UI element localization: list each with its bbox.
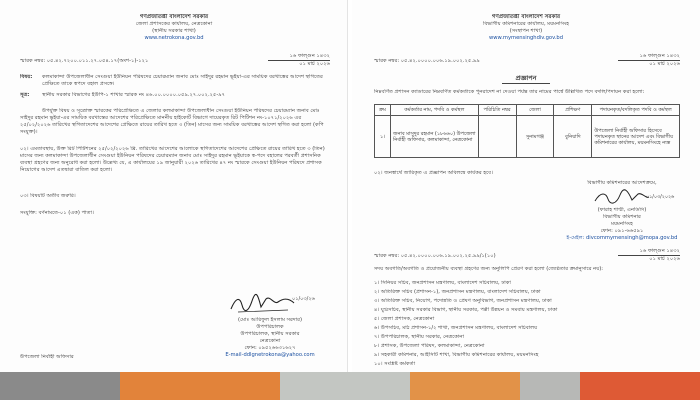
left-header-line-2: জেলা প্রশাসকের কার্যালয়, নেত্রকোনা	[135, 21, 213, 27]
left-signatory-office: উপপরিচালক, স্থানীয় সরকার	[240, 331, 300, 337]
right-memo-number-2: স্মারক নম্বর: ০৫.৪২.০০০০.০০৬.১৯.০০২.২৫.৯৯/১(১০)	[374, 253, 496, 259]
left-signature-icon	[228, 293, 298, 315]
table-header-cell: জেলা	[516, 105, 554, 116]
left-reference: স্থানীয় সরকার বিভাগের ইউপি-১ শাখার স্মারক নং ৪৬.০০.০০০০.০৫৯.২৭.০০২.২৫-৯৭	[42, 92, 225, 98]
copy-list-item: ১। সিনিয়র সচিব, জনপ্রশাসন মন্ত্রণালয়, বাংলাদেশ সচিবালয়, ঢাকা	[374, 280, 511, 286]
right-signatory-name: (ফারাহ শাম্মী, এনডিসি)	[597, 207, 647, 213]
right-note: ০২। জনস্বার্থে জারিকৃত এ প্রজ্ঞাপন অবিলম্বে কার্যকর হবে।	[374, 170, 493, 176]
table-header-cell: ক্রম	[375, 105, 391, 116]
copy-list-item: ৯। সহকারী কমিশনার, আইসিটি শাখা, বিভাগীয় কমিশনারের কার্যালয়, ময়মনসিংহ	[374, 352, 539, 358]
left-memo-number: স্মারক নম্বর: ০৫.৪২.৭২০০.০১১.২৭.০৫৪.১৭(অংশ-১)-১২১	[20, 58, 149, 64]
left-paragraph-1: উপর্যুক্ত বিষয় ও সূত্রোক্ত স্মারকের পরিপ্রেক্ষিতে এ জেলার কলমাকান্দা উপজেলাধীন সেংগুয়া ইউনিয়ন পরিষদের চেয়ারম্যান জনাব মোঃ সাইদুর রহমান ভূইয়া-এর সাময়িক বরখাস্তের আদেশের পরিপ্রেক্ষিতে মাননীয় হাইকোর্ট বিভাগে দায়েরকৃত রিট পিটিশন নং-১০৭১/২০২৬ এর ২৫/০২/২০২৬ তারিখের স্থগিতাদেশের আদেশের প্রেক্ষিতে রায়ের তারিখ হতে ৩ (তিন) মাসের জন্য সাময়িক বরখাস্তের আদেশ স্থগিত করা হলো (কপি সংযুক্ত)।	[20, 108, 324, 135]
left-signatory-name: (মোঃ আরিফুল ইসলাম সরদার)	[237, 317, 303, 323]
table-cell: জনাব মাসুদুর রহমান (১৮৬৬০) উপজেলা নির্বাহী অফিসার, কলমাকান্দা, নেত্রকোনা	[390, 116, 478, 158]
copy-list-item: ৮। প্রশাসক, উপজেলা পরিষদ, কলমাকান্দা, নেত্রকোনা	[374, 343, 485, 349]
table-cell: ১।	[375, 116, 391, 158]
right-signature-icon	[592, 189, 652, 207]
table-cell: বুনিয়াদি	[554, 116, 592, 158]
right-header-line-1: গণপ্রজাতন্ত্রী বাংলাদেশ সরকার	[491, 14, 561, 20]
left-signatory-phone: ফোন: ০৯৫২৬৬৩১৬২৭	[244, 345, 296, 351]
left-header-line-1: গণপ্রজাতন্ত্রী বাংলাদেশ সরকার	[139, 14, 209, 20]
table-cell: সুনামগঞ্জ	[516, 116, 554, 158]
right-title-underline	[502, 83, 550, 84]
right-signature-date: ০১/০৩/২০২৬	[646, 195, 675, 200]
left-subject: কলমাকান্দা উপজেলাধীন সেংগুয়া ইউনিয়ন পরিষদের চেয়ারম্যান জনাব মোঃ সাইদুর রহমান ভূইয়া-এর সাময়িক বরখাস্তের আদেশ স্থগিতের প্রেক্ষিতে তাকে স্বপদে বহাল প্রসঙ্গে।	[42, 74, 323, 87]
right-signatory-designation: বিভাগীয় কমিশনার	[603, 214, 641, 220]
left-date-bangla: ১৬ ফাল্গুন ১৪৩২	[289, 53, 330, 59]
right-date2-bangla: ১৬ ফাল্গুন ১৪৩২	[639, 248, 680, 254]
right-authority-line: বিভাগীয় কমিশনারের আদেশক্রমে,	[587, 180, 657, 186]
left-signatory-district: নেত্রকোনা	[259, 338, 281, 344]
left-signature-date: ০১/০৩/২৬	[292, 296, 315, 302]
footer-segment	[410, 372, 520, 400]
table-cell: উপজেলা নির্বাহী অফিসার হিসেবে পদায়নকৃত স্থানের আদেশ এবং বিভাগীয় কমিশনারের কার্যালয়, ময়মনসিংহে ন্যস্ত	[592, 116, 680, 158]
right-title: প্রজ্ঞাপন	[515, 74, 537, 82]
left-subject-label: বিষয়:	[20, 74, 33, 80]
left-signatory-email: E-mail-ddlgnetrokona@yahoo.com	[225, 352, 315, 358]
table-header-row	[375, 105, 680, 116]
notification-document-right	[352, 0, 700, 372]
table-cell	[478, 116, 516, 158]
copy-list-item: ৩। অতিরিক্ত সচিব, নিয়োগ, পদোন্নতি ও প্রেষণ অনুবিভাগ, জনপ্রশাসন মন্ত্রণালয়, ঢাকা	[374, 298, 552, 304]
right-signatory-phone: ফোন: ০৯১-৬৬৫৯১	[600, 228, 644, 234]
left-paragraph-3: ০৩। বিষয়টি অতীব জরুরি।	[20, 193, 76, 199]
table-row	[375, 116, 680, 158]
table-header-cell: প্রশিক্ষণ	[554, 105, 592, 116]
left-enclosure: সংযুক্তি: বর্ণনামতে-০১ (এক) পাতা।	[20, 210, 94, 216]
right-header-line-3: (সংস্থাপন শাখা)	[509, 28, 543, 34]
right-memo-number: স্মারক নম্বর: ০৫.৪২.০০০০.০০৬.১৯.০০২.২৫.৯৯	[374, 58, 480, 64]
left-header-line-3: (স্থানীয় সরকার শাখা)	[152, 28, 196, 34]
copy-list-item: ৭। উপপরিচালক, স্থানীয় সরকার, নেত্রকোনা	[374, 334, 465, 340]
footer-color-bar	[0, 372, 700, 400]
notice-document-left	[0, 0, 348, 372]
footer-segment	[120, 372, 280, 400]
left-paragraph-2: ০২। এমতাবস্থায়, উক্ত রিট পিটিশনের ২৫/০২/২০২৬ খ্রি. তারিখের আদেশের আলোকে স্থগিতাদেশের আদেশের প্রেক্ষিতে রায়ের তারিখ হতে ৩ (তিন) মাসের জন্য কলমাকান্দা উপজেলাধীন সেংগুয়া ইউনিয়ন পরিষদের চেয়ারম্যান জনাব মোঃ সাইদুর রহমান ভূইয়াকে স্ব-পদে বহালের পরবর্তী প্রশাসনিক ব্যবস্থা গ্রহণের জন্য অনুরোধ করা হলো। উল্লেখ্য যে, এ কার্যালয়ের ১৯ জানুয়ারী ২০২৬ তারিখের ৪৭ নং স্মারকে সেংগুয়া ইউনিয়ন পরিষদে প্রশাসক নিয়োগের আদেশ এতদ্বারা বাতিল করা হলো।	[20, 146, 325, 173]
left-website: www.netrokona.gov.bd	[144, 35, 204, 41]
table-header-cell: কর্মকর্তার নাম, পদবি ও কর্মস্থল	[390, 105, 478, 116]
copy-list-item: ৬। উপসচিব, মাঠ প্রশাসন-১/২ শাখা, জনপ্রশাসন মন্ত্রণালয়, বাংলাদেশ সচিবালয়	[374, 325, 538, 331]
footer-segment	[580, 372, 700, 400]
left-signatory-designation: উপপরিচালক	[256, 324, 284, 330]
right-intro: নিম্নবর্ণিত প্রশাসন ক্যাডারের নিম্নবর্ণিত কর্মকর্তাকে পুনরাদেশ না দেওয়া পর্যন্ত তার নামের পার্শ্বে উল্লিখিত পদে বদলি/পদায়ন করা হলো:	[374, 89, 645, 95]
posting-table	[374, 104, 680, 158]
copy-list-item: ১০। সংশ্লিষ্ট কর্মকর্তা	[374, 361, 416, 367]
right-copy-intro: সদয় অবগতি/অবগতি ও প্রয়োজনীয় ব্যবস্থা গ্রহণের জন্য অনুলিপি প্রেরণ করা হলো (জ্যেষ্ঠতার ক্রমানুসারে নয়):	[374, 266, 604, 272]
right-website: www.mymensinghdiv.gov.bd	[489, 35, 563, 41]
right-date-english: ০১ মার্চ ২০২৬	[649, 61, 680, 67]
copy-list-item: ৫। জেলা প্রশাসক, নেত্রকোনা	[374, 316, 435, 322]
copy-list-item: ২। অতিরিক্ত সচিব (প্রশাসন-১), জনপ্রশাসন মন্ত্রণালয়, বাংলাদেশ সচিবালয়, ঢাকা	[374, 289, 541, 295]
left-date-english: ০১ মার্চ ২০২৬	[299, 61, 330, 67]
right-date2-english: ০১ মার্চ ২০২৬	[649, 256, 680, 262]
footer-segment	[280, 372, 410, 400]
table-header-cell: পদায়নকৃত/বদলিকৃত পদবি ও কর্মস্থল	[592, 105, 680, 116]
left-reference-label: সূত্র:	[20, 92, 30, 98]
footer-segment	[520, 372, 580, 400]
copy-list-item: ৪। যুগ্মসচিব, স্থানীয় সরকার বিভাগ, স্থানীয় সরকার, পল্লী উন্নয়ন ও সমবায় মন্ত্রণালয়, ঢাকা	[374, 307, 558, 313]
right-signatory-office: ময়মনসিংহ	[611, 221, 633, 227]
right-header-line-2: বিভাগীয় কমিশনারের কার্যালয়, ময়মনসিংহ	[482, 21, 570, 27]
left-recipient: উপজেলা নির্বাহী অফিসার	[20, 354, 74, 360]
footer-segment	[0, 372, 120, 400]
right-date-bangla: ১৬ ফাল্গুন ১৪৩২	[639, 53, 680, 59]
table-header-cell: পরিচিতি নম্বর	[478, 105, 516, 116]
right-signatory-email: ই-মেইল: divcommymensingh@mopa.gov.bd	[566, 235, 678, 241]
